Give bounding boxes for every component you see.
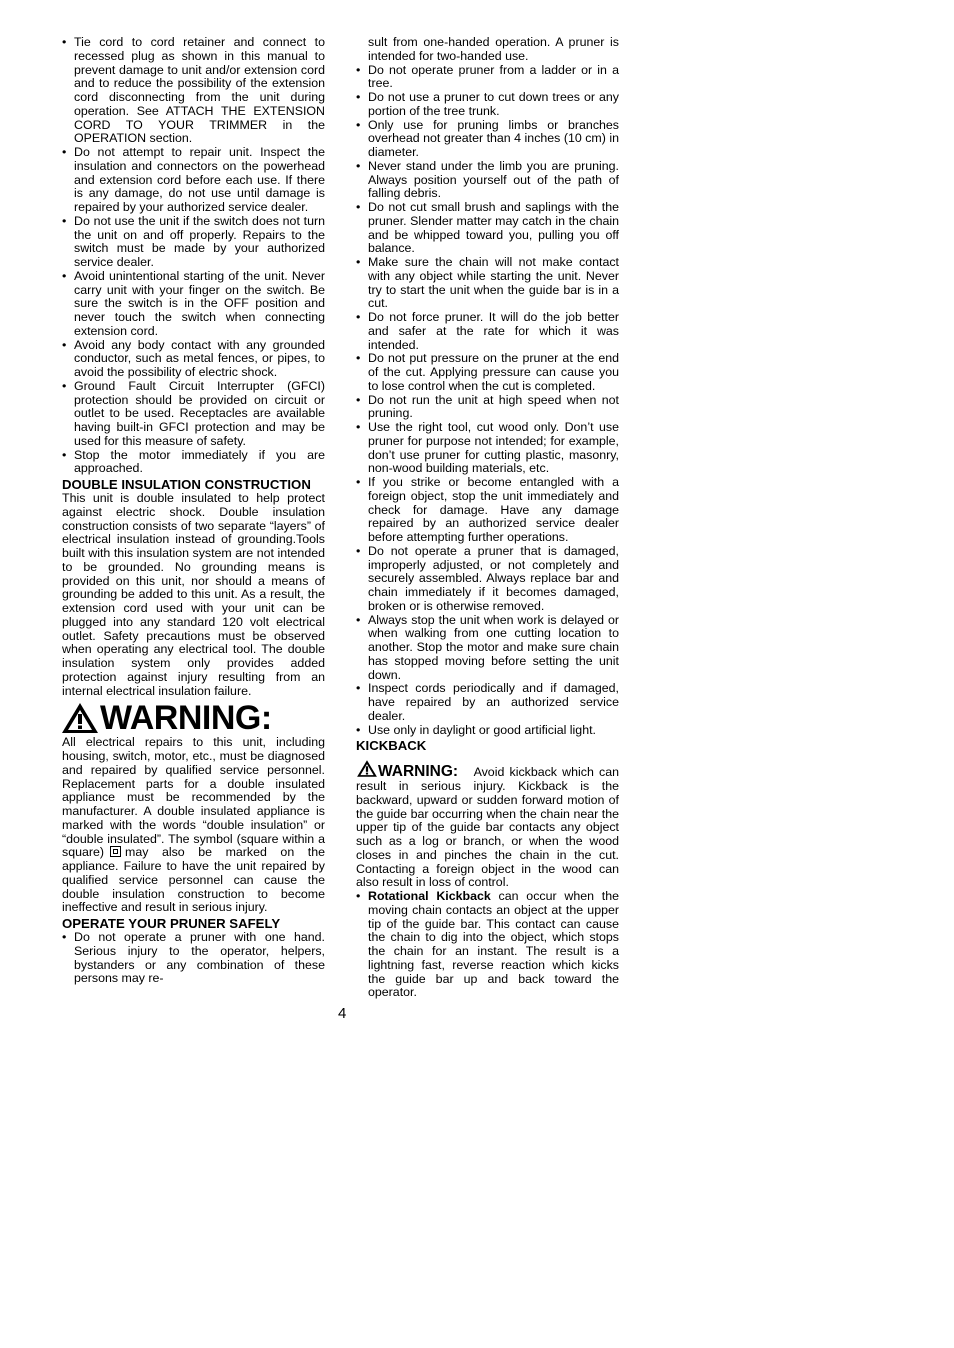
kickback-bullet-list [356, 890, 619, 1000]
kickback-warning-label: WARNING: [378, 763, 459, 781]
operate-safely-heading: OPERATE YOUR PRUNER SAFELY [62, 916, 281, 931]
right-column [356, 36, 619, 1000]
list-item: • Do not operate pruner from a ladder or in a tree. [356, 64, 619, 92]
list-item: • Do not run the unit at high speed when not pruning. [356, 394, 619, 422]
list-item: • Do not cut small brush and saplings with the pruner. Slender matter may catch in the chain and be whipped toward you, pulling you off balance. [356, 201, 619, 256]
kickback-warning-text: Avoid kickback which can result in serious injury. Kickback is the backward, upward or sudden forward motion of the guide bar occurring when the chain near the upper tip of the guide bar contacts any object such as a log or branch, or when the wood closes in and pinches the chain in the cut. Contacting a foreign object in the wood can also result in loss of control. [356, 765, 619, 890]
double-insulation-paragraph: This unit is double insulated to help protect against electric shock. Double insulation construction consists of two separate “layers” of electrical insulation instead of grounding.Tools built with this insulation system are not intended to be grounded. No grounding means is provided on this unit, nor should a means of grounding be added to this unit. As a result, the extension cord used with your unit can be plugged into any standard 120 volt electrical outlet. Safety precautions must be observed when operating any electrical tool. The double insulation system only provides added protection against injury resulting from an internal electrical insulation failure. [62, 491, 325, 698]
rotational-kickback-label: Rotational Kickback [368, 889, 491, 903]
list-item: • Do not operate a pruner with one hand. Serious injury to the operator, helpers, bystanders or any combination of these persons may re- [62, 931, 325, 986]
list-item [356, 890, 619, 1000]
list-item: • Never stand under the limb you are pruning. Always position yourself out of the path of falling debris. [356, 160, 619, 201]
rotational-kickback-text: can occur when the moving chain contacts an object at the upper tip of the guide bar. This contact can cause the chain to dig into the object, which stops the chain for an instant. The result is a lightning fast, reverse reaction which kicks the guide bar up and back toward the operator. [368, 889, 619, 1000]
warning-paragraph [62, 736, 325, 915]
left-bullet-list [62, 36, 325, 476]
list-item: • Use only in daylight or good artificial light. [356, 724, 619, 738]
list-item: • Tie cord to cord retainer and connect to recessed plug as shown in this manual to prevent damage to unit and/or extension cord and to reduce the possibility of the extension cord disconnecting from the unit during operation. See ATTACH THE EXTENSION CORD TO YOUR TRIMMER in the OPERATION section. [62, 36, 325, 146]
left-column [62, 36, 325, 986]
continuation-text: sult from one-handed operation. A pruner is intended for two-handed use. [368, 35, 619, 63]
warning-text-part-1: All electrical repairs to this unit, including housing, switch, motor, etc., must be diagnosed and repaired by qualified service personnel. Replacement parts for a double insulated appliance must be recommended by the manufacturer. A double insulated appliance is marked with the words “double insulation” or “double insulated”. The symbol (square within a square) [62, 735, 325, 860]
list-item: • Avoid unintentional starting of the unit. Never carry unit with your finger on the switch. Be sure the switch is in the OFF position and never touch the switch when connecting extension cord. [62, 270, 325, 339]
warning-title: WARNING: [100, 699, 272, 738]
warning-triangle-icon [356, 759, 378, 778]
page-number: 4 [338, 1005, 347, 1022]
double-insulation-heading: DOUBLE INSULATION CONSTRUCTION [62, 477, 311, 492]
warning-text-part-2: may also be marked on the appliance. Failure to have the unit repaired by qualified service personnel can cause the double insulation construction to become ineffective and result in serious injury. [62, 845, 325, 915]
kickback-heading: KICKBACK [356, 738, 427, 754]
double-insulation-symbol-icon [110, 846, 121, 857]
list-item: • Do not attempt to repair unit. Inspect the insulation and connectors on the powerhead and extension cord before each use. If there is any damage, do not use until damage is repaired by your authorized service dealer. [62, 146, 325, 215]
list-item: • Do not use the unit if the switch does not turn the unit on and off properly. Repairs to the switch must be made by your authorized service dealer. [62, 215, 325, 270]
kickback-warning-paragraph [356, 759, 619, 890]
list-item: • Avoid any body contact with any grounded conductor, such as metal fences, or pipes, to avoid the possibility of electric shock. [62, 339, 325, 380]
list-item: • Only use for pruning limbs or branches overhead not greater than 4 inches (10 cm) in diameter. [356, 119, 619, 160]
list-item: • Stop the motor immediately if you are approached. [62, 449, 325, 477]
warning-triangle-icon [60, 701, 100, 735]
big-warning-banner [60, 700, 325, 736]
list-item: • Do not use a pruner to cut down trees or any portion of the tree trunk. [356, 91, 619, 119]
list-item: • Do not operate a pruner that is damaged, improperly adjusted, or not completely and securely assembled. Always replace bar and chain immediately if it becomes damaged, broken or is otherwise removed. [356, 545, 619, 614]
right-bullet-list [356, 64, 619, 738]
list-item: • If you strike or become entangled with a foreign object, stop the unit immediately and check for damage. Have any damage repaired by an authorized service dealer before attempting further operations. [356, 476, 619, 545]
list-item: • Use the right tool, cut wood only. Don’t use pruner for purpose not intended; for example, don’t use pruner for cutting plastic, masonry, non-wood building materials, etc. [356, 421, 619, 476]
list-item: • Do not put pressure on the pruner at the end of the cut. Applying pressure can cause you to lose control when the cut is completed. [356, 352, 619, 393]
list-item: • Do not force pruner. It will do the job better and safer at the rate for which it was intended. [356, 311, 619, 352]
list-item: • Ground Fault Circuit Interrupter (GFCI) protection should be provided on circuit or outlet to be used. Receptacles are available having built-in GFCI protection and may be used for this measure of safety. [62, 380, 325, 449]
list-item: • Inspect cords periodically and if damaged, have repaired by an authorized service dealer. [356, 682, 619, 723]
list-item: • Always stop the unit when work is delayed or when walking from one cutting location to another. Stop the motor and make sure chain has stopped moving before setting the unit down. [356, 614, 619, 683]
operate-bullet-list [62, 931, 325, 986]
list-item: • Make sure the chain will not make contact with any object while starting the unit. Never try to start the unit when the guide bar is in a cut. [356, 256, 619, 311]
